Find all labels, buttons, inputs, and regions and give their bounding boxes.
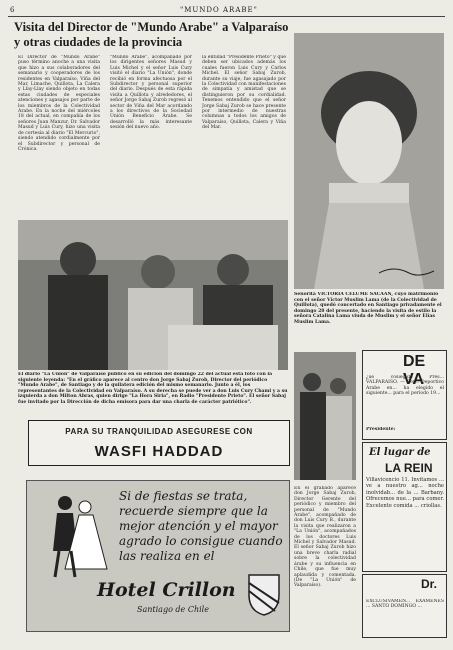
restaurant-ad-title-1: El lugar de bbox=[369, 447, 431, 458]
doctor-ad bbox=[362, 574, 447, 638]
header-rule bbox=[8, 16, 445, 17]
doctor-ad-title: Dr. bbox=[421, 577, 438, 591]
doctor-ad-text: EXCLUSIVAMEN... EXAMENES ... SANTO DOMINGO ... bbox=[366, 599, 444, 610]
club-ad bbox=[362, 350, 447, 440]
group-photo-caption: El diario "La Unión" de Valparaíso publicó en su edición del domingo 22 del actual esta foto con la siguiente leyenda: "En el gráfico aparece al centro don Jorge Sabaj Zurob, Director del periódico "Mundo Arabe", de Santiago y de la quilatera edición del mismo semanario. Junto a él, los representantes de la Colectividad en Valparaíso. A su derecha se puede ver a don Luis Cury Chami y a su izquierda a don Milton Abras, quien dirige "La Hora Siria", en Radio "Presidente Prieto". El señor Sabaj fue invitado por la Dirección de dicha emisora para dar una charla de carácter patriótico". bbox=[18, 372, 288, 405]
club-ad-label: Presidente: bbox=[366, 427, 396, 432]
group-photo bbox=[18, 220, 288, 370]
portrait-caption: Señorita VICTORIA CELUME SACAAN, cuyo matrimonio con el señor Víctor Muslim Lama (de la Colectividad de Quillota), quedó concertado en Santiago privadamente el domingo 28 del presente, haciendo la visita de estilo la señora Catalina Lama viuda de Muslim y el señor Elías Muslim Lama. bbox=[294, 292, 442, 325]
portrait-image bbox=[294, 33, 444, 289]
visit-photo-caption: En el grabado aparece don Jorge Sabaj Zurob, Director Gerente del periódico y miembro del personal de "Mundo Arabe", acompañado de don Luis Cury B., durante la visita que realizaron a "La Unión", acompañados de los doctores Luis Michel y Salvador Masud. El señor Sabaj Zurob hizo una breve charla radial sobre la colectividad árabe y su influencia en Chile, que fue muy aplaudida y comentada. (De "La Unión" de Valparaíso). bbox=[294, 486, 356, 589]
visit-photo bbox=[294, 352, 356, 480]
hotel-crest-icon bbox=[245, 571, 283, 617]
hotel-ad bbox=[26, 480, 290, 632]
hotel-ad-city: Santiago de Chile bbox=[137, 605, 209, 614]
restaurant-ad bbox=[362, 442, 447, 572]
club-ad-title: DE VA bbox=[403, 353, 426, 388]
visit-photo-image bbox=[294, 352, 356, 480]
page-number: 6 bbox=[10, 6, 15, 14]
article-headline: Visita del Director de "Mundo Arabe" a Valparaíso y otras ciudades de la provincia bbox=[14, 20, 289, 49]
hotel-ad-name: Hotel Crillon bbox=[97, 579, 236, 601]
article-column-2: "Mundo Arabe", acompañado por los dirigentes señores Masud y Luis Michel y el señor Luis Cury visitó el diario "La Unión", donde recibió en forma afectuosa por el Subdirector y personal superior del diario. Después de esta rápida visita a Quillota y alrededores, el señor Jorge Sabaj Zurob regresó al sector de Viña del Mar acordando a los directivos de la Sociedad Unión Beneficio Árabe. Se desarrolló la más interesante sesión del nuevo año. bbox=[110, 55, 192, 131]
hotel-ad-slogan: Si de fiestas se trata, recuerde siempre que la mejor atención y el mayor agrado lo consigue cuando las realiza en el bbox=[119, 489, 283, 563]
masthead: "MUNDO ARABE" bbox=[180, 6, 258, 14]
restaurant-ad-title-2: LA REIN bbox=[385, 461, 433, 475]
group-photo-image bbox=[18, 220, 288, 370]
portrait-photo bbox=[294, 33, 444, 289]
article-column-1: El Director de "Mundo Arabe" puso término anoche a una visita que hizo a sus colaboradores del semanario y cooperadores de los residentes en Valparaíso, Viña del Mar, Limache, Quillota, La Calera y Llay-Llay siendo objeto en todas estas ciudades de especiales atenciones y agasajos por parte de los miembros de la Colectividad Arabe. En la noche del miércoles 18 del actual, en compañía de los señores Juan Manzur, Dr. Salvador Masud y Luis Cury, hizo una visita de cortesía al diario "El Mercurio", siendo atendido cordialmente por el Subdirector y personal de Crónica. bbox=[18, 55, 100, 152]
club-ad-text: ¿ué cosiegido Pres... VALPARAISO. — Ser... Deportivo Arabe en... ha elegido el siguiente... para el período 19... bbox=[366, 375, 444, 397]
article-column-3: la entidad "Presidente Prieto" y que deben ser ubicados además los cuales fueron Luis Cury y Carlos Michel. El señor Sabaj Zurob, durante su viaje, fue agasajado por la Colectividad con manifestaciones de simpatía y amistad que se distinguieron por su cordialidad. Tenemos entendido que el señor Jorge Sabaj Zurob se hace presente por intermedio de nuestras columnas a todos los amigos de Valparaíso, Quillota, Calera y Viña del Mar. bbox=[202, 55, 286, 131]
insurance-ad-tagline: PARA SU TRANQUILIDAD ASEGURESE CON bbox=[65, 427, 253, 436]
insurance-ad-name: WASFI HADDAD bbox=[94, 443, 224, 460]
restaurant-ad-text: Villavicencio 11. Invitamos ... ve a nuestro ag... noche inolvidab... de la ... Barbany. Ofrecemos nue... para comer. Excelente comida ... criollas. bbox=[366, 477, 444, 509]
insurance-ad bbox=[28, 420, 290, 466]
dancing-couple-illustration bbox=[35, 491, 115, 581]
